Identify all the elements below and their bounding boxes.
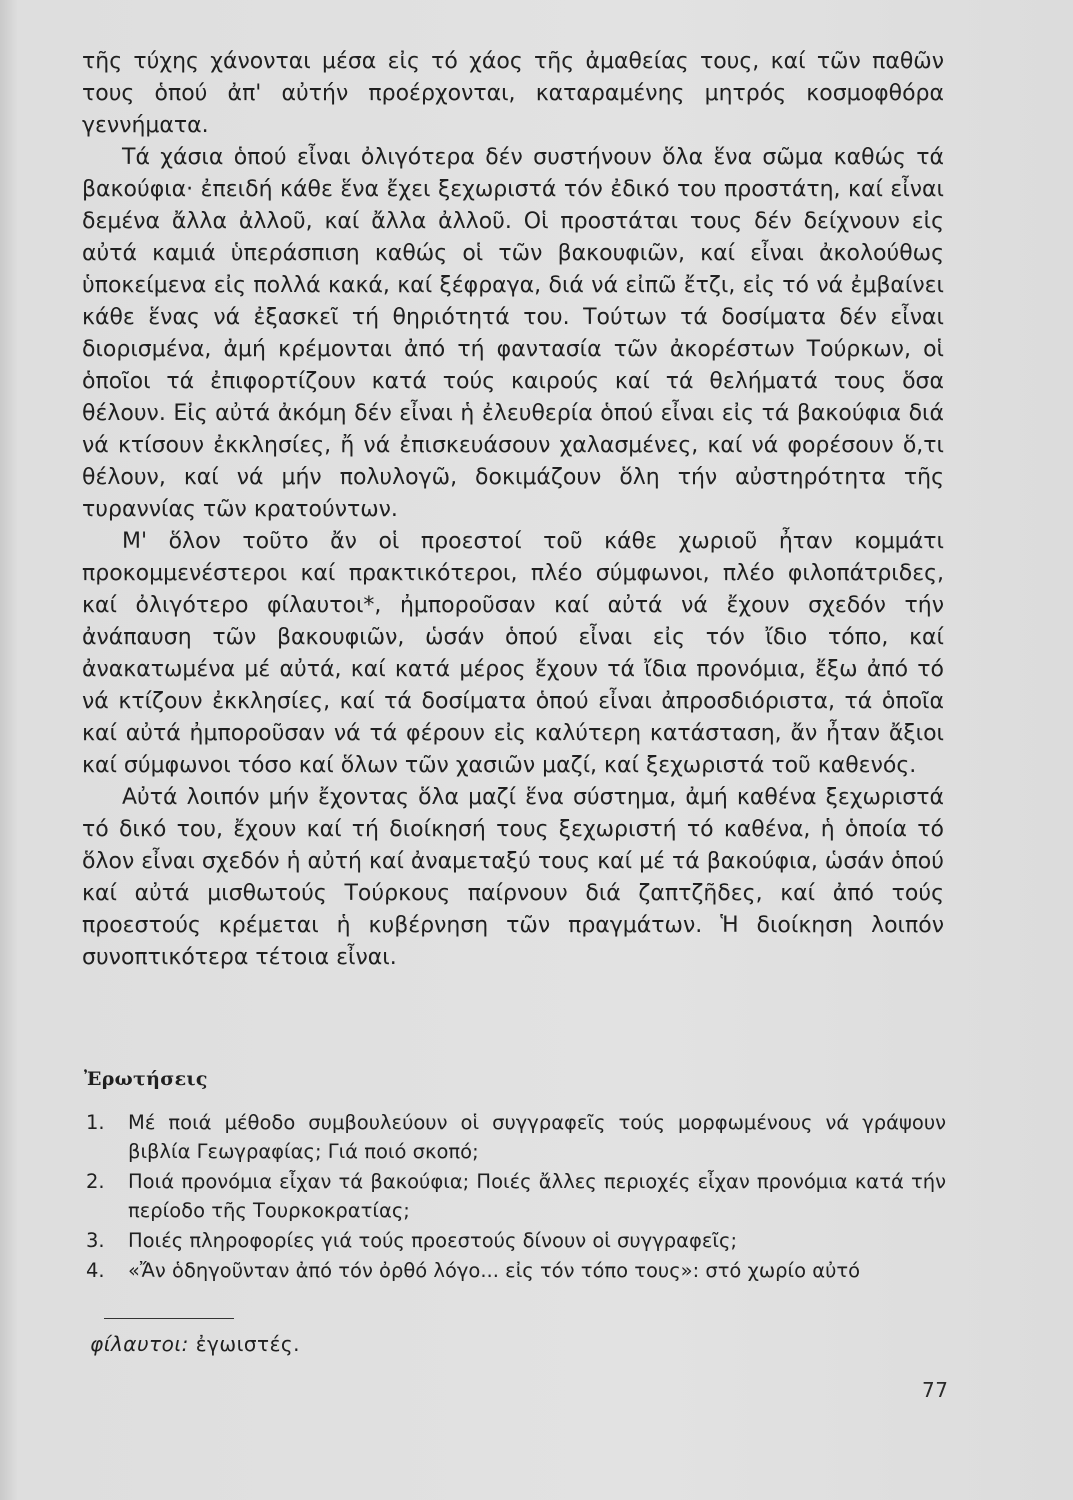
question-item xyxy=(86,1167,946,1225)
questions-list xyxy=(86,1108,946,1286)
footnote xyxy=(90,1330,300,1358)
paragraph-1: τῆς τύχης χάνονται μέσα εἰς τό χάος τῆς ἀμαθείας τους, καί τῶν παθῶν τους ὁπού ἀπ' αὐτήν προέρχονται, καταραμένης μητρός κοσμοφθόρα γεννήματα. xyxy=(82,49,944,138)
paragraph-4: Αὐτά λοιπόν μήν ἔχοντας ὅλα μαζί ἕνα σύστημα, ἀμή καθένα ξεχωριστά τό δικό του, ἔχουν καί τή διοίκησή τους ξεχωριστή τό καθένα, ἡ ὁποία τό ὅλον εἶναι σχεδόν ἡ αὐτή καί ἀναμεταξύ τους καί μέ τά βακούφια, ὡσάν ὁπού καί αὐτά μισθωτούς Τούρκους παίρνουν διά ζαπτζῆδες, καί ἀπό τούς προεστούς κρέμεται ἡ κυβέρνηση τῶν πραγμάτων. Ἡ διοίκηση λοιπόν συνοπτικότερα τέτοια εἶναι. xyxy=(82,785,944,970)
question-item xyxy=(86,1108,946,1166)
footnote-term: φίλαυτοι: xyxy=(90,1332,189,1356)
paragraph-3: Μ' ὅλον τοῦτο ἄν οἱ προεστοί τοῦ κάθε χωριοῦ ἦταν κομμάτι προκομμενέστεροι καί πρακτικότεροι, πλέο σύμφωνοι, πλέο φιλοπάτριδες, καί ὀλιγότερο φίλαυτοι*, ἠμποροῦσαν καί αὐτά νά ἔχουν σχεδόν τήν ἀνάπαυση τῶν βακουφιῶν, ὡσάν ὁπού εἶναι εἰς τόν ἴδιο τόπο, καί ἀνακατωμένα μέ αὐτά, καί κατά μέρος ἔχουν τά ἴδια προνόμια, ἔξω ἀπό τό νά κτίζουν ἐκκλησίες, καί τά δοσίματα ὁπού εἶναι ἀπροσδιόριστα, τά ὁποῖα καί αὐτά ἠμποροῦσαν νά τά φέρουν εἰς καλύτερη κατάσταση, ἄν ἦταν ἄξιοι καί σύμφωνοι τόσο καί ὅλων τῶν χασιῶν μαζί, καί ξεχωριστά τοῦ καθενός. xyxy=(82,529,944,778)
question-item xyxy=(86,1256,946,1285)
footnote-definition: ἐγωιστές. xyxy=(195,1332,300,1356)
paragraph-2: Τά χάσια ὁπού εἶναι ὀλιγότερα δέν συστήνουν ὅλα ἕνα σῶμα καθώς τά βακούφια· ἐπειδή κάθε ἕνα ἔχει ξεχωριστά τόν ἐδικό του προστάτη, καί εἶναι δεμένα ἄλλα ἀλλοῦ, καί ἄλλα ἀλλοῦ. Οἱ προστάται τους δέν δείχνουν εἰς αὐτά καμιά ὑπεράσπιση καθώς οἱ τῶν βακουφιῶν, καί εἶναι ἀκολούθως ὑποκείμενα εἰς πολλά κακά, καί ξέφραγα, διά νά εἰπῶ ἔτζι, εἰς τό νά ἐμβαίνει κάθε ἕνας νά ἐξασκεῖ τή θηριότητά του. Τούτων τά δοσίματα δέν εἶναι διορισμένα, ἀμή κρέμονται ἀπό τή φαντασία τῶν ἀκορέστων Τούρκων, οἱ ὁποῖοι τά ἐπιφορτίζουν κατά τούς καιρούς καί τά θελήματά τους ὅσα θέλουν. Εἰς αὐτά ἀκόμη δέν εἶναι ἡ ἐλευθερία ὁπού εἶναι εἰς τά βακούφια διά νά κτίσουν ἐκκλησίες, ἤ νά ἐπισκευάσουν χαλασμένες, καί νά φορέσουν ὅ,τι θέλουν, καί νά μήν πολυλογῶ, δοκιμάζουν ὅλη τήν αὐστηρότητα τῆς τυραννίας τῶν κρατούντων. xyxy=(82,145,944,522)
questions-heading: Ἐρωτήσεις xyxy=(84,1068,208,1090)
page-number: 77 xyxy=(922,1378,949,1402)
question-number: 1. xyxy=(86,1111,105,1134)
question-text: Ποιές πληροφορίες γιά τούς προεστούς δίνουν οἱ συγγραφεῖς; xyxy=(128,1229,738,1252)
question-number: 3. xyxy=(86,1229,105,1252)
main-text xyxy=(82,46,944,974)
question-text: Μέ ποιά μέθοδο συμβουλεύουν οἱ συγγραφεῖς τούς μορφωμένους νά γράψουν βιβλία Γεωγραφίας; Γιά ποιό σκοπό; xyxy=(128,1111,946,1163)
question-text: Ποιά προνόμια εἶχαν τά βακούφια; Ποιές ἄλλες περιοχές εἶχαν προνόμια κατά τήν περίοδο τῆς Τουρκοκρατίας; xyxy=(128,1170,946,1222)
question-number: 2. xyxy=(86,1170,105,1193)
question-text: «Ἄν ὁδηγοῦνταν ἀπό τόν ὀρθό λόγο... εἰς τόν τόπο τους»: στό χωρίο αὐτό xyxy=(128,1259,861,1282)
question-item xyxy=(86,1226,946,1255)
footnote-divider xyxy=(104,1318,234,1319)
question-number: 4. xyxy=(86,1259,105,1282)
